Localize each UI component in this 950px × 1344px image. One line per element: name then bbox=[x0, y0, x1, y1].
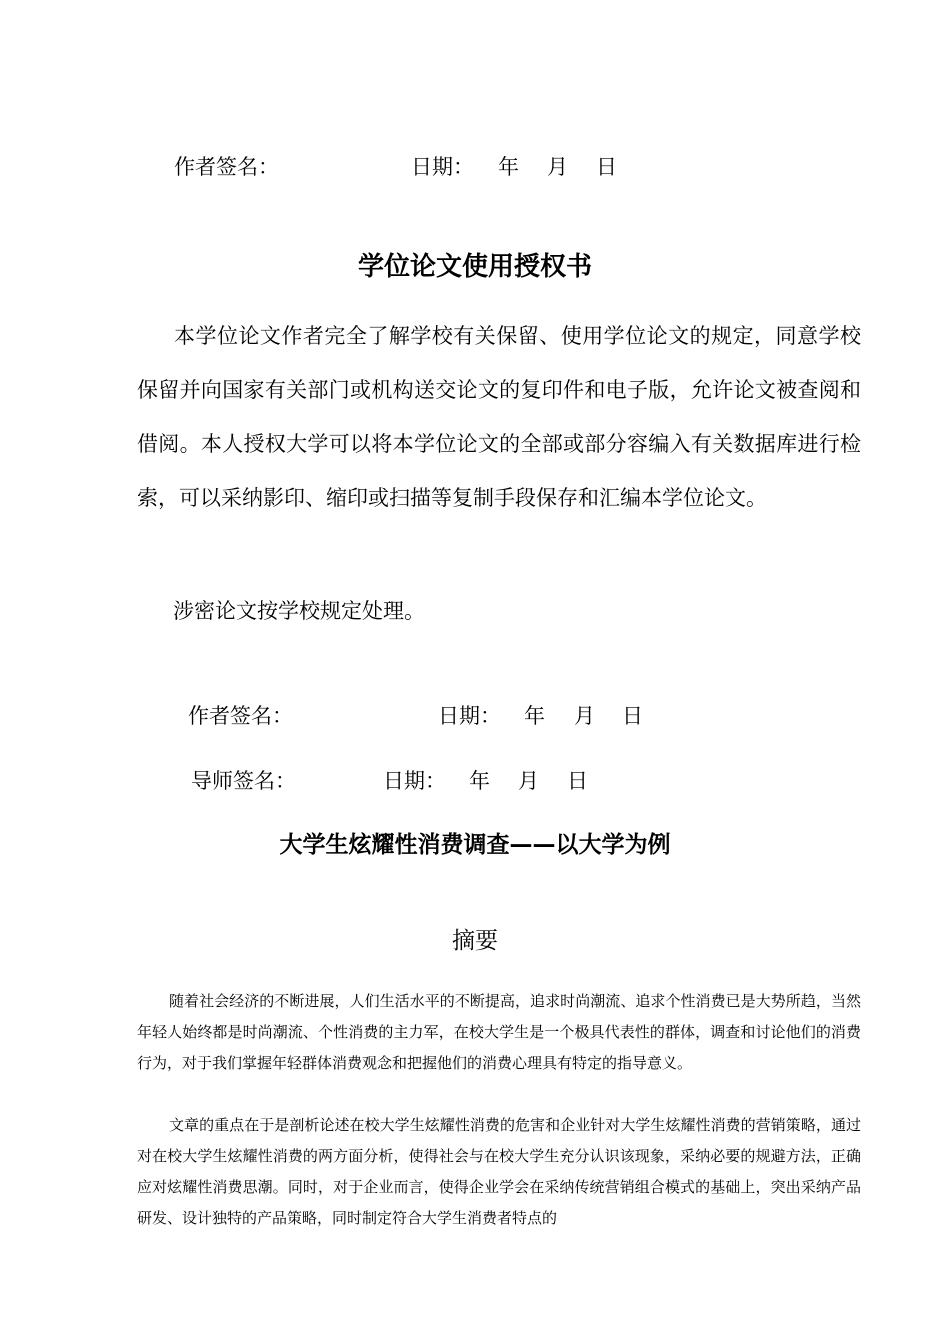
authorization-paragraph: 本学位论文作者完全了解学校有关保留、使用学位论文的规定，同意学校保留并向国家有关部门或机构送交论文的复印件和电子版，允许论文被查阅和借阅。本人授权大学可以将本学位论文的全部或部分容编入有关数据库进行检索，可以采纳影印、缩印或扫描等复制手段保存和汇编本学位论文。 bbox=[137, 324, 861, 510]
supervisor-signature-label: 导师签名： bbox=[191, 769, 296, 793]
authorization-title: 学位论文使用授权书 bbox=[357, 252, 592, 282]
supervisor-date-label: 日期： bbox=[383, 769, 446, 793]
author-day-label: 日 bbox=[622, 704, 643, 728]
date-label: 日期： bbox=[411, 155, 474, 179]
author-date-label: 日期： bbox=[438, 704, 501, 728]
author-month-label: 月 bbox=[574, 704, 595, 728]
supervisor-year-label: 年 bbox=[469, 769, 490, 793]
author-year-label: 年 bbox=[524, 704, 545, 728]
secret-note: 涉密论文按学校规定处理。 bbox=[173, 599, 425, 623]
supervisor-month-label: 月 bbox=[518, 769, 539, 793]
year-label: 年 bbox=[498, 155, 519, 179]
supervisor-day-label: 日 bbox=[567, 769, 588, 793]
author-signature-label: 作者签名： bbox=[174, 155, 279, 179]
abstract-paragraph-1: 随着社会经济的不断进展，人们生活水平的不断提高，追求时尚潮流、追求个性消费已是大势所趋，当然年轻人始终都是时尚潮流、个性消费的主力军，在校大学生是一个极具代表性的群体，调查和讨论他们的消费行为，对于我们掌握年轻群体消费观念和把握他们的消费心理具有特定的指导意义。 bbox=[137, 992, 861, 1072]
abstract-paragraph-2: 文章的重点在于是剖析论述在校大学生炫耀性消费的危害和企业针对大学生炫耀性消费的营销策略，通过对在校大学生炫耀性消费的两方面分析，使得社会与在校大学生充分认识该现象，采纳必要的规避方法，正确应对炫耀性消费思潮。同时，对于企业而言，使得企业学会在采纳传统营销组合模式的基础上，突出采纳产品研发、设计独特的产品策略，同时制定符合大学生消费者特点的 bbox=[137, 1116, 861, 1227]
month-label: 月 bbox=[547, 155, 568, 179]
abstract-heading: 摘要 bbox=[452, 928, 498, 954]
author-signature-label-2: 作者签名： bbox=[188, 704, 293, 728]
day-label: 日 bbox=[596, 155, 617, 179]
thesis-title: 大学生炫耀性消费调查——以大学为例 bbox=[279, 832, 671, 858]
